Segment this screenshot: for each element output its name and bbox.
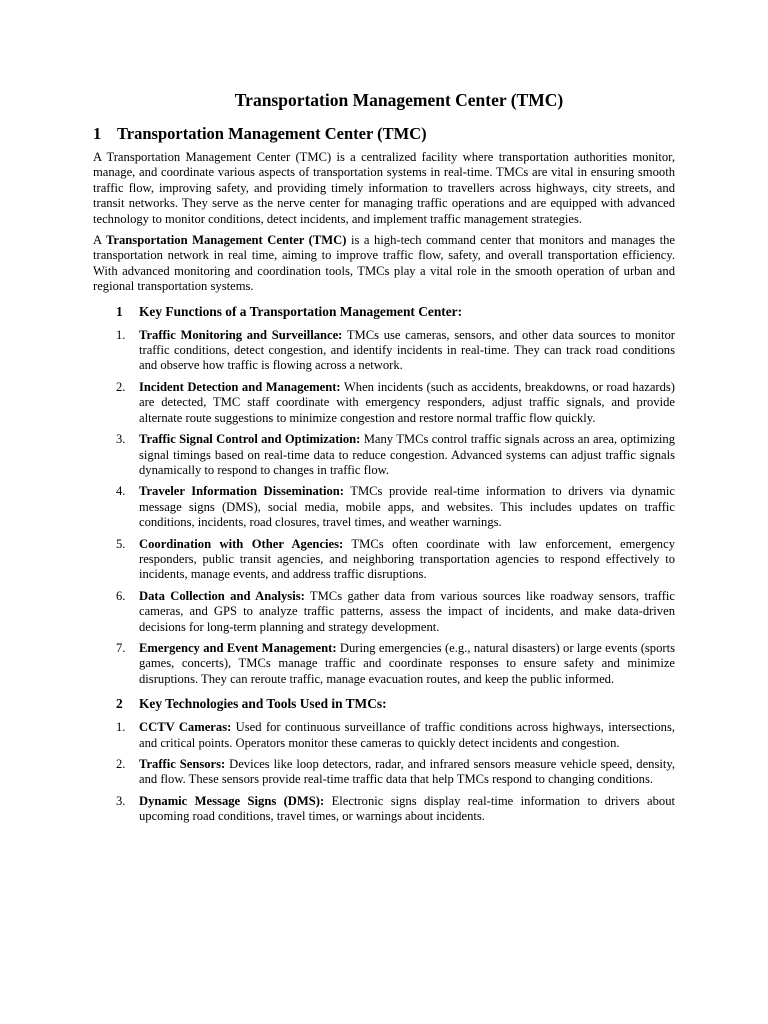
list-item-number: 7. xyxy=(116,640,126,655)
list-item xyxy=(93,589,675,635)
list-item-term: Emergency and Event Management: xyxy=(139,640,337,655)
subsection-heading-text: Key Functions of a Transportation Management Center: xyxy=(139,303,463,319)
list-item-text: During emergencies (e.g., natural disasters) or large events (sports games, concerts), TMCs manage traffic and coordinate responses to ensure safety and minimize disruptions. They can reroute traffic, manage evacuation routes, and keep the public informed. xyxy=(139,640,675,686)
list-item-term: Traveler Information Dissemination: xyxy=(139,484,344,499)
section-number: 1 xyxy=(93,124,102,143)
list-item-text: When incidents (such as accidents, breakdowns, or road hazards) are detected, TMC staff coordinate with emergency responders, adjust traffic signals, and provide alternate route suggestions to minimize congestion and restore normal traffic flow quickly. xyxy=(139,379,675,425)
list-item-term: Dynamic Message Signs (DMS): xyxy=(139,793,325,808)
list-item-text: Many TMCs control traffic signals across an area, optimizing signal timings based on real-time data to reduce congestion. Advanced systems can adjust traffic signals dynamically to respond to changes in traffic flow. xyxy=(139,432,675,477)
second-paragraph-lead: A xyxy=(93,233,106,248)
list-item-number: 3. xyxy=(116,432,126,447)
second-paragraph-rest: is a high-tech command center that monitors and manages the transportation network in real time, aiming to improve traffic flow, safety, and overall transportation efficiency. With advanced monitoring and coordination tools, TMCs play a vital role in the smooth operation of urban and regional transportation systems. xyxy=(93,233,675,294)
list-item-term: Traffic Monitoring and Surveillance: xyxy=(139,327,343,342)
list-item-term: CCTV Cameras: xyxy=(139,720,232,735)
list-item-term: Coordination with Other Agencies: xyxy=(139,536,344,551)
document-title: Transportation Management Center (TMC) xyxy=(234,90,564,110)
list-item-number: 1. xyxy=(116,327,126,342)
list-item-number: 2. xyxy=(116,379,126,394)
list-item xyxy=(93,484,675,530)
list-item xyxy=(93,641,675,687)
list-item xyxy=(93,432,675,478)
list-item xyxy=(93,328,675,374)
intro-paragraph: A Transportation Management Center (TMC) is a centralized facility where transportation authorities monitor, manage, and coordinate various aspects of transportation systems in real-time. TMCs are vital in ensuring smooth traffic flow, improving safety, and providing timely information to travellers across highways, city streets, and transit networks. They serve as the nerve center for managing traffic operations and are equipped with advanced technology to monitor conditions, detect incidents, and implement traffic management strategies. xyxy=(93,150,675,226)
list-item-term: Traffic Signal Control and Optimization: xyxy=(139,432,361,447)
list-item-number: 5. xyxy=(116,536,126,551)
second-paragraph xyxy=(93,233,675,295)
list-item-text: Used for continuous surveillance of traffic conditions across highways, intersections, and critical points. Operators monitor these cameras to quickly detect incidents and congestion. xyxy=(139,720,675,750)
list-item xyxy=(93,537,675,583)
list-item-number: 4. xyxy=(116,484,126,499)
list-item-number: 6. xyxy=(116,588,126,603)
list-item-term: Incident Detection and Management: xyxy=(139,379,341,394)
list-item-text: TMCs provide real-time information to drivers via dynamic message signs (DMS), social media, mobile apps, and websites. This includes updates on traffic conditions, incidents, road closures, travel times, and weather warnings. xyxy=(139,484,676,530)
second-paragraph-bold: Transportation Management Center (TMC) xyxy=(105,233,347,248)
subsections xyxy=(93,303,675,825)
section-heading xyxy=(93,124,675,144)
list-item xyxy=(93,380,675,426)
list-item-number: 1. xyxy=(116,720,126,735)
list-item-text: TMCs use cameras, sensors, and other data sources to monitor traffic conditions, detect congestion, and identify incidents in real-time. They can track road conditions and observe how traffic is flowing across a network. xyxy=(139,327,675,373)
list-item xyxy=(93,757,675,788)
numbered-list xyxy=(93,720,675,824)
list-item-text: TMCs gather data from various sources like roadway sensors, traffic cameras, and GPS to analyze traffic patterns, assess the impact of incidents, and make data-driven decisions for long-term planning and strategy development. xyxy=(139,588,676,634)
list-item-text: Electronic signs display real-time information to drivers about upcoming road conditions, travel times, or warnings about incidents. xyxy=(139,793,675,824)
document-page xyxy=(93,88,675,831)
list-item xyxy=(93,720,675,751)
subsection-number: 1 xyxy=(116,303,123,319)
list-item xyxy=(93,794,675,825)
subsection-heading xyxy=(116,303,675,320)
subsection-heading-text: Key Technologies and Tools Used in TMCs: xyxy=(139,696,387,712)
list-item-term: Traffic Sensors: xyxy=(139,757,226,771)
numbered-list xyxy=(93,328,675,688)
list-item-number: 3. xyxy=(116,793,126,808)
subsection-heading xyxy=(116,695,675,712)
section-heading-text: Transportation Management Center (TMC) xyxy=(117,124,427,143)
list-item-term: Data Collection and Analysis: xyxy=(139,588,305,603)
list-item-text: Devices like loop detectors, radar, and infrared sensors measure vehicle speed, density, and flow. These sensors provide real-time traffic data that help TMCs respond to changing conditions. xyxy=(139,757,675,787)
list-item-text: TMCs often coordinate with law enforcement, emergency responders, public transit agencies, and neighboring transportation agencies to respond effectively to incidents, manage events, and address traffic disruptions. xyxy=(139,536,675,582)
subsection-number: 2 xyxy=(116,696,123,712)
list-item-number: 2. xyxy=(116,757,126,771)
